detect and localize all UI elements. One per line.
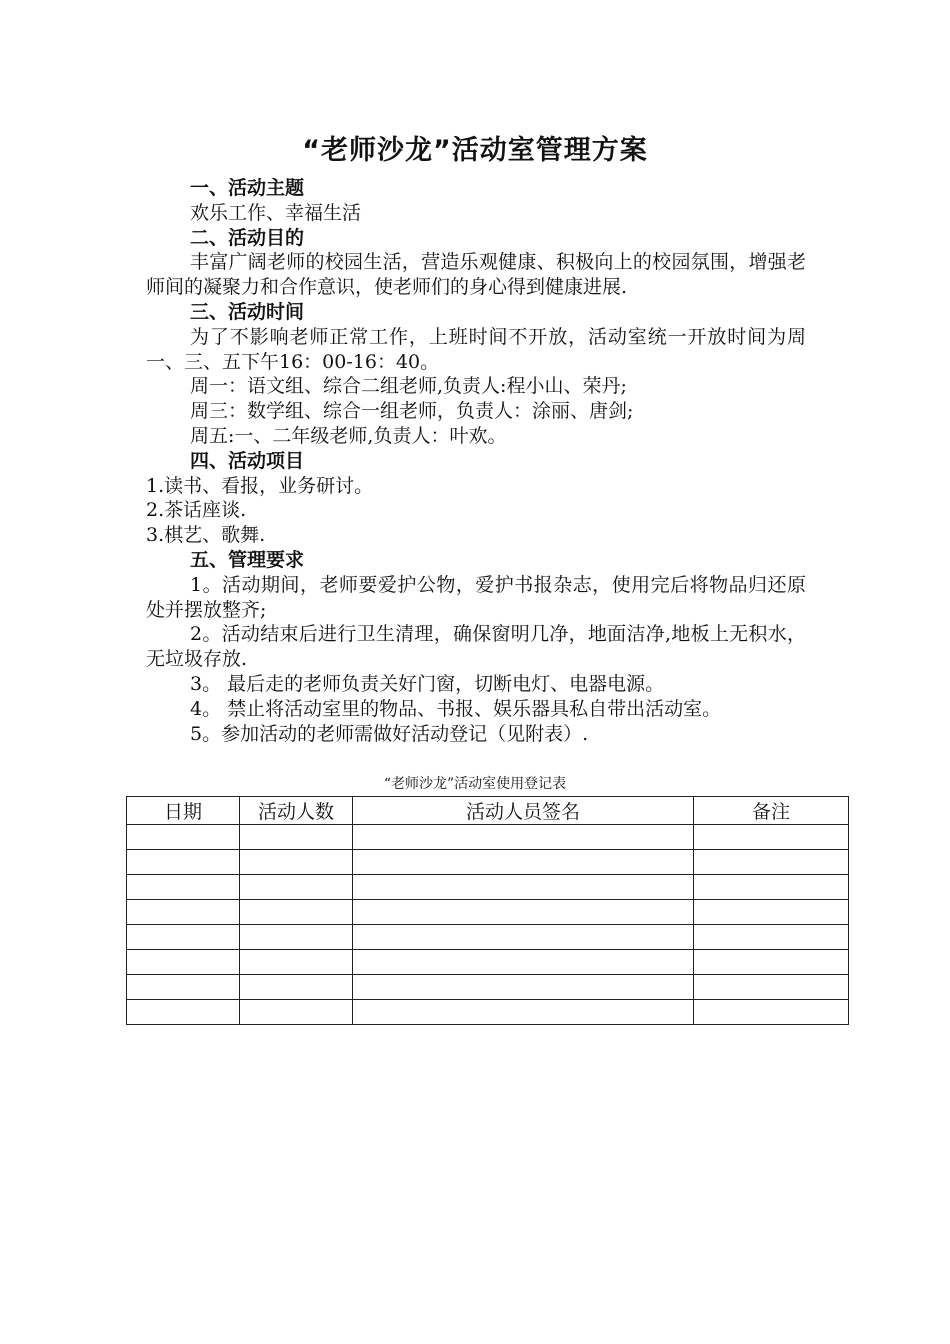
table-cell[interactable]	[240, 875, 353, 900]
section-heading-purpose: 二、活动目的	[190, 226, 305, 249]
section-text-time: 为了不影响老师正常工作，上班时间不开放，活动室统一开放时间为周一、三、五下午16：00-16：40。	[146, 325, 806, 373]
table-cell[interactable]	[353, 925, 694, 950]
table-cell[interactable]	[353, 950, 694, 975]
requirement-item: 3。 最后走的老师负责关好门窗，切断电灯、电器电源。	[190, 672, 665, 695]
table-cell[interactable]	[240, 825, 353, 850]
table-row	[127, 975, 849, 1000]
table-cell[interactable]	[694, 900, 849, 925]
schedule-friday: 周五:一、二年级老师,负责人：叶欢。	[190, 424, 507, 447]
table-cell[interactable]	[353, 875, 694, 900]
document-body	[146, 176, 806, 746]
table-cell[interactable]	[240, 850, 353, 875]
table-row	[127, 950, 849, 975]
table-row	[127, 1000, 849, 1025]
table-cell[interactable]	[127, 950, 240, 975]
column-header-count: 活动人数	[240, 797, 353, 825]
table-header-row	[127, 797, 849, 825]
table-cell[interactable]	[127, 900, 240, 925]
schedule-monday: 周一：语文组、综合二组老师,负责人:程小山、荣丹;	[190, 375, 627, 398]
table-cell[interactable]	[353, 900, 694, 925]
column-header-notes: 备注	[694, 797, 849, 825]
table-cell[interactable]	[127, 875, 240, 900]
table-cell[interactable]	[694, 825, 849, 850]
activity-item: 3.棋艺、歌舞.	[146, 524, 266, 547]
table-body	[127, 825, 849, 1025]
table-cell[interactable]	[127, 925, 240, 950]
table-cell[interactable]	[353, 975, 694, 1000]
activity-item: 1.读书、看报，业务研讨。	[146, 474, 374, 497]
table-cell[interactable]	[353, 825, 694, 850]
table-cell[interactable]	[694, 1000, 849, 1025]
section-heading-requirements: 五、管理要求	[190, 548, 305, 571]
table-cell[interactable]	[240, 1000, 353, 1025]
registration-table	[126, 796, 849, 1025]
section-heading-time: 三、活动时间	[190, 300, 305, 323]
table-cell[interactable]	[694, 875, 849, 900]
table-cell[interactable]	[240, 975, 353, 1000]
activity-item: 2.茶话座谈.	[146, 499, 247, 522]
table-row	[127, 875, 849, 900]
table-row	[127, 825, 849, 850]
table-row	[127, 900, 849, 925]
table-cell[interactable]	[127, 825, 240, 850]
table-cell[interactable]	[240, 925, 353, 950]
table-cell[interactable]	[694, 850, 849, 875]
table-cell[interactable]	[240, 900, 353, 925]
page-title: “老师沙龙”活动室管理方案	[302, 135, 648, 166]
table-cell[interactable]	[353, 850, 694, 875]
schedule-wednesday: 周三：数学组、综合一组老师，负责人：涂丽、唐剑;	[190, 400, 634, 423]
table-cell[interactable]	[127, 850, 240, 875]
requirement-item: 4。 禁止将活动室里的物品、书报、娱乐器具私自带出活动室。	[190, 697, 722, 720]
section-text-theme: 欢乐工作、幸福生活	[190, 201, 362, 224]
requirement-item: 5。参加活动的老师需做好活动登记（见附表）.	[190, 722, 589, 745]
column-header-signature: 活动人员签名	[353, 797, 694, 825]
table-caption: “老师沙龙”活动室使用登记表	[383, 776, 567, 792]
table-cell[interactable]	[127, 975, 240, 1000]
table-cell[interactable]	[240, 950, 353, 975]
requirement-item: 1。活动期间，老师要爱护公物，爱护书报杂志，使用完后将物品归还原处并摆放整齐;	[146, 573, 806, 621]
table-row	[127, 850, 849, 875]
table-row	[127, 925, 849, 950]
table-cell[interactable]	[127, 1000, 240, 1025]
section-heading-items: 四、活动项目	[190, 449, 305, 472]
table-cell[interactable]	[694, 925, 849, 950]
section-text-purpose: 丰富广阔老师的校园生活，营造乐观健康、积极向上的校园氛围，增强老师间的凝聚力和合作意识，使老师们的身心得到健康进展.	[146, 251, 806, 299]
section-heading-theme: 一、活动主题	[190, 177, 305, 199]
table-cell[interactable]	[694, 975, 849, 1000]
table-cell[interactable]	[353, 1000, 694, 1025]
table-cell[interactable]	[694, 950, 849, 975]
requirement-item: 2。活动结束后进行卫生清理，确保窗明几净，地面洁净,地板上无积水，无垃圾存放.	[146, 623, 806, 671]
column-header-date: 日期	[127, 797, 240, 825]
